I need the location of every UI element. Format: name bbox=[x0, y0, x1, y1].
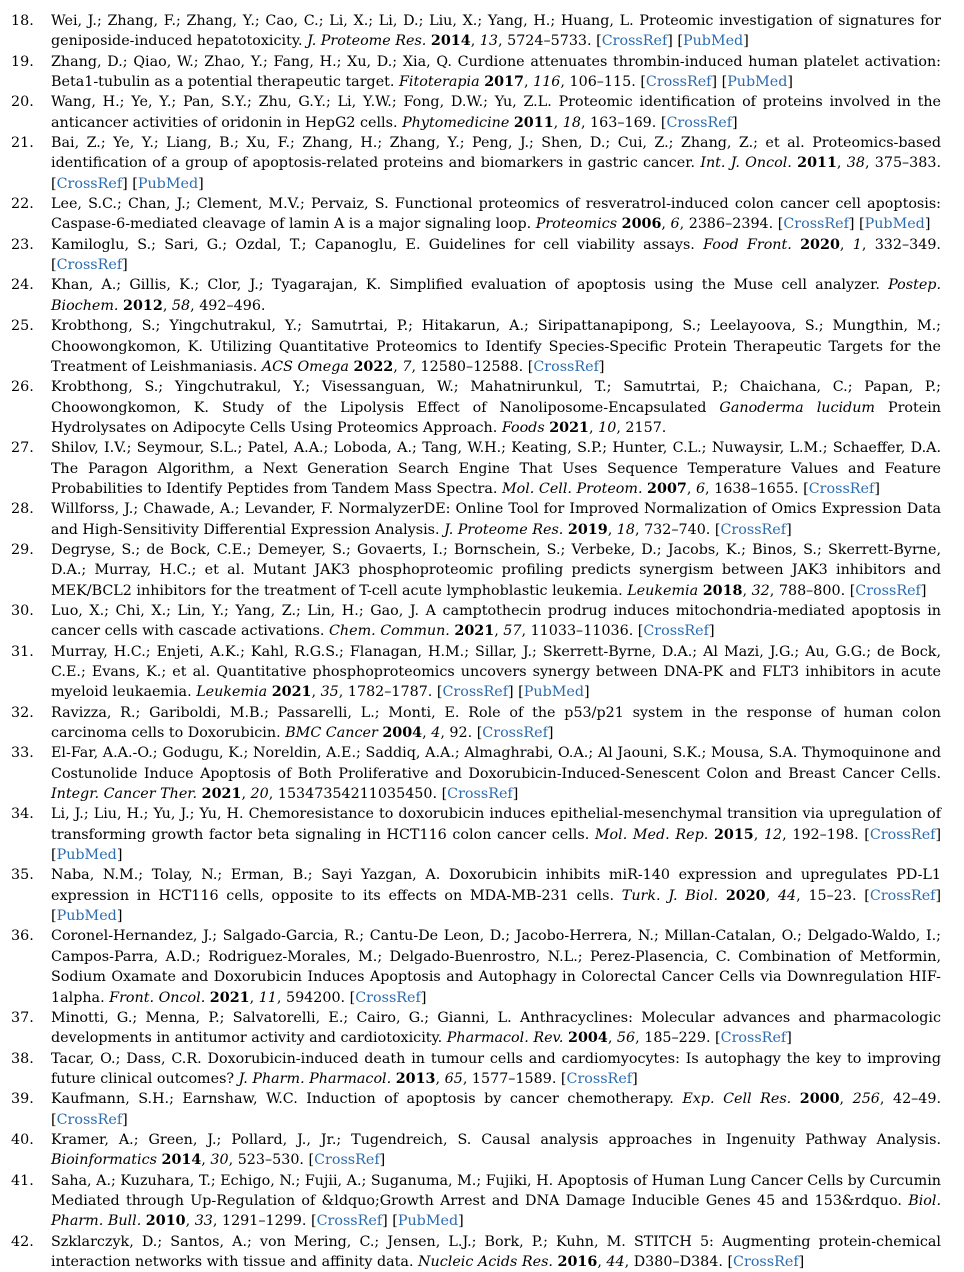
reference-year: 2014 bbox=[161, 1152, 202, 1169]
crossref-link[interactable]: CrossRef bbox=[869, 826, 936, 843]
reference-number: 37. bbox=[11, 1009, 34, 1026]
reference-title: Thymoquinone and Costunolide Induce Apoptosis of Both Proliferative and Doxorubicin-Induced-Senescent Colon and Breast Cancer Cells. bbox=[51, 745, 941, 782]
reference-pages: 5724–5733. bbox=[507, 33, 592, 50]
crossref-link[interactable]: CrossRef bbox=[56, 1111, 123, 1128]
reference-year: 2006 bbox=[621, 216, 662, 233]
reference-number: 42. bbox=[11, 1233, 34, 1250]
reference-title: Protein Hydrolysates on Adipocyte Cells Using Proteomics Approach. bbox=[51, 399, 942, 436]
reference-authors: Bai, Z.; Ye, Y.; Liang, B.; Xu, F.; Zhang, H.; Zhang, Y.; Peng, J.; Shen, D.; Cui, Z.; Zhang, Z.; et al. bbox=[51, 135, 805, 152]
reference-item: 26. Krobthong, S.; Yingchutrakul, Y.; Visessanguan, W.; Mahatnirunkul, T.; Samutrtai, P.; Chaichana, C.; Papan, P.; Choowongkomon, K. Study of the Lipolysis Effect of Nanoliposome-Encapsulated Ganoderma lucidum Protein Hydrolysates on Adipocyte Cells Using Proteomics Approach. Foods 2021, 10, 2157. bbox=[11, 379, 942, 436]
reference-title: Simplified evaluation of apoptosis using the Muse cell analyzer. bbox=[389, 277, 880, 294]
reference-year: 2021 bbox=[549, 419, 590, 436]
reference-title: Functional proteomics of resveratrol-induced colon cancer cell apoptosis: Caspase-6-mediated cleavage of lamin A is a major signaling loop. bbox=[51, 196, 941, 233]
reference-number: 24. bbox=[11, 277, 34, 294]
reference-authors: Lee, S.C.; Chan, J.; Clement, M.V.; Pervaiz, S. bbox=[51, 196, 389, 213]
reference-journal: Integr. Cancer Ther. bbox=[51, 786, 198, 803]
reference-volume: 18 bbox=[562, 114, 581, 131]
reference-authors: Wei, J.; Zhang, F.; Zhang, Y.; Cao, C.; Li, X.; Li, D.; Liu, X.; Yang, H.; Huang, L. bbox=[51, 13, 634, 29]
reference-authors: Wang, H.; Ye, Y.; Pan, S.Y.; Zhu, G.Y.; Li, Y.W.; Fong, D.W.; Yu, Z.L. bbox=[51, 94, 552, 111]
crossref-link[interactable]: CrossRef bbox=[645, 74, 712, 91]
crossref-link[interactable]: CrossRef bbox=[666, 114, 733, 131]
reference-item: 19. Zhang, D.; Qiao, W.; Zhao, Y.; Fang, H.; Xu, D.; Xia, Q. Curdione attenuates thrombin-induced human platelet activation: Beta1-tubulin as a potential therapeutic target. Fitoterapia 2017, 116, 106–115. [CrossRef] [PubMed] bbox=[11, 53, 942, 91]
reference-journal: Bioinformatics bbox=[51, 1152, 157, 1169]
reference-year: 2021 bbox=[201, 786, 242, 803]
reference-journal: Food Front. bbox=[703, 236, 792, 253]
crossref-link[interactable]: CrossRef bbox=[566, 1070, 633, 1087]
crossref-link[interactable]: CrossRef bbox=[733, 1253, 799, 1270]
reference-volume: 33 bbox=[194, 1213, 213, 1230]
pubmed-link[interactable]: PubMed bbox=[397, 1213, 459, 1230]
reference-volume: 10 bbox=[598, 419, 617, 436]
reference-year: 2018 bbox=[702, 582, 743, 599]
reference-authors: Kamiloglu, S.; Sari, G.; Ozdal, T.; Capanoglu, E. bbox=[51, 236, 421, 253]
reference-title: Utilizing Quantitative Proteomics to Identify Species-Specific Protein Therapeutic Targets for the Treatment of Leishmaniasis. bbox=[51, 338, 941, 375]
reference-pages: 92. bbox=[449, 725, 473, 742]
reference-number: 23. bbox=[11, 236, 34, 253]
reference-pages: 1291–1299. bbox=[221, 1213, 307, 1230]
reference-pages: 12580–12588. bbox=[420, 358, 524, 375]
reference-title: Proteomic investigation of signatures for geniposide-induced hepatotoxicity. bbox=[51, 13, 941, 50]
reference-pages: 11033–11036. bbox=[530, 623, 634, 640]
reference-item: 37. Minotti, G.; Menna, P.; Salvatorelli, E.; Cairo, G.; Gianni, L. Anthracyclines: Molecular advances and pharmacologic developments in antitumor activity and cardiotoxicity. Pharmacol. Rev. 2004, 56, 185–229. [CrossRef] bbox=[11, 1009, 941, 1047]
reference-pages: 1638–1655. bbox=[714, 480, 799, 497]
reference-journal: Turk. J. Biol. bbox=[621, 887, 719, 904]
reference-year: 2017 bbox=[484, 74, 525, 91]
reference-authors: Minotti, G.; Menna, P.; Salvatorelli, E.; Cairo, G.; Gianni, L. bbox=[51, 1009, 512, 1026]
reference-pages: 185–229. bbox=[644, 1030, 711, 1047]
reference-number: 41. bbox=[11, 1172, 34, 1189]
reference-authors: Shilov, I.V.; Seymour, S.L.; Patel, A.A.; Loboda, A.; Tang, W.H.; Keating, S.P.; Hunter, C.L.; Nuwaysir, L.M.; Schaeffer, D.A. bbox=[51, 440, 941, 457]
reference-pages: 192–198. bbox=[792, 826, 859, 843]
reference-volume: 116 bbox=[533, 74, 561, 91]
reference-authors: Khan, A.; Gillis, K.; Clor, J.; Tyagarajan, K. bbox=[51, 277, 382, 294]
pubmed-link[interactable]: PubMed bbox=[137, 175, 199, 192]
reference-journal: Nucleic Acids Res. bbox=[418, 1253, 553, 1270]
reference-authors: Szklarczyk, D.; Santos, A.; von Mering, C.; Jensen, L.J.; Bork, P.; Kuhn, M. bbox=[51, 1233, 626, 1250]
reference-pages: 15–23. bbox=[808, 887, 857, 904]
reference-journal: Mol. Med. Rep. bbox=[594, 826, 709, 843]
reference-title: Guidelines for cell viability assays. bbox=[428, 236, 695, 253]
reference-volume: 18 bbox=[616, 521, 635, 538]
reference-item: 18. Wei, J.; Zhang, F.; Zhang, Y.; Cao, C.; Li, X.; Li, D.; Liu, X.; Yang, H.; Huang, L. Proteomic investigation of signatures for geniposide-induced hepatotoxicity. J. Proteome Res. 2014, 13, 5724–5733. [CrossRef] [PubMed] bbox=[11, 13, 941, 50]
reference-item: 20. Wang, H.; Ye, Y.; Pan, S.Y.; Zhu, G.Y.; Li, Y.W.; Fong, D.W.; Yu, Z.L. Proteomic identification of proteins involved in the anticancer activities of oridonin in HepG2 cells. Phytomedicine 2011, 18, 163–169. [CrossRef] bbox=[11, 94, 941, 131]
reference-journal: Leukemia bbox=[196, 684, 268, 701]
reference-number: 34. bbox=[11, 806, 34, 823]
reference-year: 2011 bbox=[513, 114, 554, 131]
reference-item: 21. Bai, Z.; Ye, Y.; Liang, B.; Xu, F.; Zhang, H.; Zhang, Y.; Peng, J.; Shen, D.; Cui, Z.; Zhang, Z.; et al. Proteomics-based identification of a group of apoptosis-related proteins and biomarkers in gastric cancer. Int. J. Oncol. 2011, 38, 375–383. [CrossRef] [PubMed] bbox=[11, 135, 942, 192]
reference-pages: 788–800. bbox=[778, 582, 846, 599]
reference-pages: 375–383. bbox=[874, 155, 942, 172]
reference-item: 30. Luo, X.; Chi, X.; Lin, Y.; Yang, Z.; Lin, H.; Gao, J. A camptothecin prodrug induces mitochondria-mediated apoptosis in cancer cells with cascade activations. Chem. Commun. 2021, 57, 11033–11036. [CrossRef] bbox=[11, 602, 941, 640]
reference-pages: 594200. bbox=[285, 989, 346, 1006]
reference-pages: 332–349. bbox=[874, 236, 941, 253]
pubmed-link[interactable]: PubMed bbox=[56, 908, 117, 925]
reference-authors: Li, J.; Liu, H.; Yu, J.; Yu, H. bbox=[51, 806, 244, 823]
reference-title: Quantitative phosphoproteomics uncovers synergy between DNA-PK and FLT3 inhibitors in acute myeloid leukaemia. bbox=[51, 664, 941, 701]
reference-title: Anthracyclines: Molecular advances and pharmacologic developments in antitumor activity and cardiotoxicity. bbox=[51, 1009, 941, 1047]
reference-year: 2020 bbox=[725, 887, 766, 904]
reference-number: 20. bbox=[11, 94, 34, 111]
reference-title: Doxorubicin-induced death in tumour cells and cardiomyocytes: Is autophagy the key to improving future clinical outcomes? bbox=[51, 1050, 941, 1087]
reference-volume: 256 bbox=[852, 1091, 880, 1108]
reference-title: Proteomic identification of proteins involved in the anticancer activities of oridonin in HepG2 cells. bbox=[51, 94, 941, 131]
reference-journal: Biol. Pharm. Bull. bbox=[51, 1192, 941, 1230]
reference-pages: 2157. bbox=[625, 419, 667, 436]
reference-number: 22. bbox=[11, 196, 34, 213]
reference-volume: 13 bbox=[479, 33, 498, 50]
reference-item: 34. Li, J.; Liu, H.; Yu, J.; Yu, H. Chemoresistance to doxorubicin induces epithelial-mesenchymal transition via upregulation of transforming growth factor beta signaling in HCT116 colon cancer cells. Mol. Med. Rep. 2015, 12, 192–198. [CrossRef] [PubMed] bbox=[11, 806, 942, 864]
reference-journal: Proteomics bbox=[535, 216, 618, 233]
reference-item: 38. Tacar, O.; Dass, C.R. Doxorubicin-induced death in tumour cells and cardiomyocytes: Is autophagy the key to improving future clinical outcomes? J. Pharm. Pharmacol. 2013, 65, 1577–1589. [CrossRef] bbox=[11, 1050, 941, 1087]
reference-journal: Leukemia bbox=[627, 582, 699, 599]
crossref-link[interactable]: CrossRef bbox=[442, 684, 509, 701]
reference-year: 2010 bbox=[145, 1213, 186, 1230]
reference-number: 19. bbox=[11, 53, 34, 70]
reference-authors: Kramer, A.; Green, J.; Pollard, J., Jr.; Tugendreich, S. bbox=[51, 1131, 472, 1148]
reference-item: 41. Saha, A.; Kuzuhara, T.; Echigo, N.; Fujii, A.; Suganuma, M.; Fujiki, H. Apoptosis of Human Lung Cancer Cells by Curcumin Mediated through Up-Regulation of &ldquo;Growth Arrest and DNA Damage Inducible Genes 45 and 153&rdquo. Biol. Pharm. Bull. 2010, 33, 1291–1299. [CrossRef] [PubMed] bbox=[11, 1172, 941, 1230]
reference-volume: 65 bbox=[444, 1070, 463, 1087]
reference-pages: 163–169. bbox=[590, 114, 657, 131]
reference-pages: 523–530. bbox=[237, 1152, 304, 1169]
reference-volume: 1 bbox=[852, 236, 862, 253]
reference-item: 35. Naba, N.M.; Tolay, N.; Erman, B.; Sayi Yazgan, A. Doxorubicin inhibits miR-140 expression and upregulates PD-L1 expression in HCT116 cells, opposite to its effects on MDA-MB-231 cells. Turk. J. Biol. 2020, 44, 15–23. [CrossRef] [PubMed] bbox=[11, 867, 942, 925]
reference-item: 28. Willforss, J.; Chawade, A.; Levander, F. NormalyzerDE: Online Tool for Improved Normalization of Omics Expression Data and High-Sensitivity Differential Expression Analysis. J. Proteome Res. 2019, 18, 732–740. [CrossRef] bbox=[11, 501, 942, 538]
reference-volume: 6 bbox=[695, 480, 706, 497]
reference-volume: 58 bbox=[171, 297, 191, 314]
reference-volume: 4 bbox=[431, 725, 441, 742]
reference-volume: 57 bbox=[503, 623, 522, 640]
reference-volume: 7 bbox=[402, 358, 412, 375]
reference-year: 2014 bbox=[430, 33, 471, 50]
reference-volume: 44 bbox=[777, 887, 797, 904]
reference-authors: Murray, H.C.; Enjeti, A.K.; Kahl, R.G.S.; Flanagan, H.M.; Sillar, J.; Skerrett-Byrne, D.A.; Al Mazi, J.G.; Au, G.G.; de Bock, C.E.; Evans, K.; et al. bbox=[51, 643, 941, 680]
reference-journal: Chem. Commun. bbox=[328, 623, 450, 640]
reference-journal: Postep. Biochem. bbox=[51, 277, 941, 314]
reference-year: 2015 bbox=[713, 826, 754, 843]
reference-pages: 106–115. bbox=[569, 74, 636, 91]
reference-title: Curdione attenuates thrombin-induced human platelet activation: Beta1-tubulin as a potential therapeutic target. bbox=[51, 53, 942, 91]
reference-number: 30. bbox=[11, 602, 34, 619]
reference-year: 2016 bbox=[557, 1253, 598, 1270]
reference-pages: 1782–1787. bbox=[347, 684, 433, 701]
reference-number: 32. bbox=[11, 704, 34, 721]
reference-volume: 44 bbox=[606, 1253, 625, 1270]
reference-title: Study of the Lipolysis Effect of Nanoliposome-Encapsulated bbox=[221, 399, 707, 416]
reference-item: 32. Ravizza, R.; Gariboldi, M.B.; Passarelli, L.; Monti, E. Role of the p53/p21 system in the response of human colon carcinoma cells to Doxorubicin. BMC Cancer 2004, 4, 92. [CrossRef] bbox=[11, 704, 942, 742]
reference-year: 2007 bbox=[647, 480, 687, 497]
reference-journal: Fitoterapia bbox=[399, 74, 480, 91]
reference-authors: Ravizza, R.; Gariboldi, M.B.; Passarelli, L.; Monti, E. bbox=[51, 704, 460, 721]
reference-number: 21. bbox=[11, 135, 34, 152]
reference-volume: 20 bbox=[250, 786, 269, 803]
crossref-link[interactable]: CrossRef bbox=[314, 1152, 380, 1169]
reference-volume: 30 bbox=[210, 1152, 229, 1169]
reference-pages: 42–49. bbox=[892, 1091, 942, 1108]
reference-year: 2011 bbox=[797, 155, 837, 172]
reference-journal: BMC Cancer bbox=[285, 725, 378, 742]
reference-title: STITCH 5: Augmenting protein-chemical interaction networks with tissue and affinity data. bbox=[51, 1233, 942, 1270]
reference-number: 27. bbox=[11, 440, 34, 457]
crossref-link[interactable]: CrossRef bbox=[316, 1213, 383, 1230]
reference-volume: 12 bbox=[763, 826, 783, 843]
reference-year: 2020 bbox=[800, 236, 840, 253]
reference-number: 25. bbox=[11, 318, 34, 335]
reference-authors: Tacar, O.; Dass, C.R. bbox=[51, 1050, 202, 1067]
reference-number: 28. bbox=[11, 501, 34, 518]
reference-journal: ACS Omega bbox=[261, 358, 349, 375]
reference-pages: 1577–1589. bbox=[471, 1070, 557, 1087]
reference-year: 2004 bbox=[382, 725, 423, 742]
crossref-link[interactable]: CrossRef bbox=[869, 887, 936, 904]
reference-authors: Naba, N.M.; Tolay, N.; Erman, B.; Sayi Yazgan, A. bbox=[51, 867, 441, 884]
crossref-link[interactable]: CrossRef bbox=[447, 786, 513, 803]
reference-authors: Degryse, S.; de Bock, C.E.; Demeyer, S.; Govaerts, I.; Bornschein, S.; Verbeke, D.; Jacobs, K.; Binos, S.; Skerrett-Byrne, D.A.; Murray, H.C.; et al. bbox=[51, 541, 941, 579]
reference-item: 22. Lee, S.C.; Chan, J.; Clement, M.V.; Pervaiz, S. Functional proteomics of resveratrol-induced colon cancer cell apoptosis: Caspase-6-mediated cleavage of lamin A is a major signaling loop. Proteomics 2006, 6, 2386–2394. [CrossRef] [PubMed] bbox=[11, 196, 941, 233]
reference-item: 29. Degryse, S.; de Bock, C.E.; Demeyer, S.; Govaerts, I.; Bornschein, S.; Verbeke, D.; Jacobs, K.; Binos, S.; Skerrett-Byrne, D.A.; Murray, H.C.; et al. Mutant JAK3 phosphoproteomic profiling predicts synergism between JAK3 inhibitors and MEK/BCL2 inhibitors for the treatment of T-cell acute lymphoblastic leukemia. Leukemia 2018, 32, 788–800. [CrossRef] bbox=[11, 541, 941, 599]
reference-item: 25. Krobthong, S.; Yingchutrakul, Y.; Samutrtai, P.; Hitakarun, A.; Siripattanapipong, S.; Leelayoova, S.; Mungthin, M.; Choowongkomon, K. Utilizing Quantitative Proteomics to Identify Species-Specific Protein Therapeutic Targets for the Treatment of Leishmaniasis. ACS Omega 2022, 7, 12580–12588. [CrossRef] bbox=[11, 318, 941, 375]
reference-authors: Willforss, J.; Chawade, A.; Levander, F. bbox=[51, 501, 334, 518]
reference-journal: J. Proteome Res. bbox=[444, 521, 564, 538]
reference-pages: 732–740. bbox=[644, 521, 711, 538]
reference-item: 23. Kamiloglu, S.; Sari, G.; Ozdal, T.; Capanoglu, E. Guidelines for cell viability assays. Food Front. 2020, 1, 332–349. [CrossRef] bbox=[11, 236, 941, 274]
reference-authors: Krobthong, S.; Yingchutrakul, Y.; Visessanguan, W.; Mahatnirunkul, T.; Samutrtai, P.; Chaichana, C.; Papan, P.; Choowongkomon, K. bbox=[51, 379, 941, 416]
reference-title: Combination of Metformin, Sodium Oxamate and Doxorubicin Induces Apoptosis and Autophagy in Colorectal Cancer Cells via Downregulation HIF-1alpha. bbox=[51, 948, 941, 1006]
reference-title: Proteomics-based identification of a group of apoptosis-related proteins and biomarkers in gastric cancer. bbox=[51, 135, 941, 172]
reference-journal: Exp. Cell Res. bbox=[682, 1091, 792, 1108]
reference-authors: Coronel-Hernandez, J.; Salgado-Garcia, R.; Cantu-De Leon, D.; Jacobo-Herrera, N.; Millan-Catalan, O.; Delgado-Waldo, I.; Campos-Parra, A.D.; Rodriguez-Morales, M.; Delgado-Buenrostro, N.L.; Perez-Plasencia, C. bbox=[51, 928, 941, 965]
pubmed-link[interactable]: PubMed bbox=[864, 216, 925, 233]
reference-journal: J. Proteome Res. bbox=[307, 33, 427, 50]
reference-journal: Phytomedicine bbox=[402, 114, 510, 131]
reference-title: NormalyzerDE: Online Tool for Improved Normalization of Omics Expression Data and High-Sensitivity Differential Expression Analysis. bbox=[51, 501, 942, 538]
crossref-link[interactable]: CrossRef bbox=[720, 521, 787, 538]
reference-volume: 6 bbox=[670, 216, 680, 233]
pubmed-link[interactable]: PubMed bbox=[56, 847, 117, 864]
reference-journal: Foods bbox=[501, 419, 545, 436]
reference-pages: 2386–2394. bbox=[688, 216, 774, 233]
crossref-link[interactable]: CrossRef bbox=[720, 1030, 787, 1047]
crossref-link[interactable]: CrossRef bbox=[601, 33, 668, 50]
reference-year: 2022 bbox=[353, 358, 394, 375]
reference-item: 42. Szklarczyk, D.; Santos, A.; von Mering, C.; Jensen, L.J.; Bork, P.; Kuhn, M. STITCH 5: Augmenting protein-chemical interaction networks with tissue and affinity data. Nucleic Acids Res. 2016, 44, D380–D384. [CrossRef] bbox=[11, 1233, 942, 1270]
reference-item: 27. Shilov, I.V.; Seymour, S.L.; Patel, A.A.; Loboda, A.; Tang, W.H.; Keating, S.P.; Hunter, C.L.; Nuwaysir, L.M.; Schaeffer, D.A. The Paragon Algorithm, a Next Generation Search Engine That Uses Sequence Temperature Values and Feature Probabilities to Identify Peptides from Tandem Mass Spectra. Mol. Cell. Proteom. 2007, 6, 1638–1655. [CrossRef] bbox=[11, 440, 941, 497]
reference-year: 2012 bbox=[123, 297, 163, 314]
crossref-link[interactable]: CrossRef bbox=[783, 216, 849, 233]
reference-authors: Krobthong, S.; Yingchutrakul, Y.; Samutrtai, P.; Hitakarun, A.; Siripattanapipong, S.; Leelayoova, S.; Mungthin, M.; Choowongkomon, K. bbox=[51, 318, 941, 355]
reference-item: 31. Murray, H.C.; Enjeti, A.K.; Kahl, R.G.S.; Flanagan, H.M.; Sillar, J.; Skerrett-Byrne, D.A.; Al Mazi, J.G.; Au, G.G.; de Bock, C.E.; Evans, K.; et al. Quantitative phosphoproteomics uncovers synergy between DNA-PK and FLT3 inhibitors in acute myeloid leukaemia. Leukemia 2021, 35, 1782–1787. [CrossRef] [PubMed] bbox=[11, 643, 941, 701]
reference-number: 38. bbox=[11, 1050, 34, 1067]
reference-title: Causal analysis approaches in Ingenuity Pathway Analysis. bbox=[481, 1131, 941, 1148]
reference-item: 40. Kramer, A.; Green, J.; Pollard, J., Jr.; Tugendreich, S. Causal analysis approaches in Ingenuity Pathway Analysis. Bioinformatics 2014, 30, 523–530. [CrossRef] bbox=[11, 1131, 941, 1169]
reference-authors: Zhang, D.; Qiao, W.; Zhao, Y.; Fang, H.; Xu, D.; Xia, Q. bbox=[51, 53, 452, 70]
reference-authors: El-Far, A.A.-O.; Godugu, K.; Noreldin, A.E.; Saddiq, A.A.; Almaghrabi, O.A.; Al Jaouni, S.K.; Mousa, S.A. bbox=[51, 745, 798, 762]
reference-number: 31. bbox=[11, 643, 34, 660]
reference-volume: 11 bbox=[258, 989, 277, 1006]
reference-year: 2021 bbox=[209, 989, 250, 1006]
reference-item: 24. Khan, A.; Gillis, K.; Clor, J.; Tyagarajan, K. Simplified evaluation of apoptosis using the Muse cell analyzer. Postep. Biochem. 2012, 58, 492–496. bbox=[11, 277, 941, 314]
reference-journal: Front. Oncol. bbox=[109, 989, 206, 1006]
reference-number: 40. bbox=[11, 1131, 34, 1148]
reference-number: 29. bbox=[11, 541, 34, 558]
reference-volume: 56 bbox=[616, 1030, 636, 1047]
reference-authors: Saha, A.; Kuzuhara, T.; Echigo, N.; Fujii, A.; Suganuma, M.; Fujiki, H. bbox=[51, 1172, 554, 1189]
reference-journal: Int. J. Oncol. bbox=[700, 155, 792, 172]
reference-pages: D380–D384. bbox=[633, 1253, 723, 1270]
reference-title: Induction of apoptosis by cancer chemotherapy. bbox=[306, 1091, 674, 1108]
reference-authors: Kaufmann, S.H.; Earnshaw, W.C. bbox=[51, 1091, 298, 1108]
crossref-link[interactable]: CrossRef bbox=[56, 257, 123, 274]
reference-item: 39. Kaufmann, S.H.; Earnshaw, W.C. Induction of apoptosis by cancer chemotherapy. Exp. Cell Res. 2000, 256, 42–49. [CrossRef] bbox=[11, 1091, 942, 1128]
pubmed-link[interactable]: PubMed bbox=[523, 684, 584, 701]
reference-year: 2021 bbox=[454, 623, 495, 640]
reference-item: 36. Coronel-Hernandez, J.; Salgado-Garcia, R.; Cantu-De Leon, D.; Jacobo-Herrera, N.; Millan-Catalan, O.; Delgado-Waldo, I.; Campos-Parra, A.D.; Rodriguez-Morales, M.; Delgado-Buenrostro, N.L.; Perez-Plasencia, C. Combination of Metformin, Sodium Oxamate and Doxorubicin Induces Apoptosis and Autophagy in Colorectal Cancer Cells via Downregulation HIF-1alpha. Front. Oncol. 2021, 11, 594200. [CrossRef] bbox=[11, 928, 941, 1006]
reference-number: 33. bbox=[11, 745, 34, 762]
reference-journal: J. Pharm. Pharmacol. bbox=[238, 1070, 392, 1087]
reference-title: A camptothecin prodrug induces mitochondria-mediated apoptosis in cancer cells with cascade activations. bbox=[51, 602, 941, 640]
reference-journal: Pharmacol. Rev. bbox=[446, 1030, 564, 1047]
crossref-link[interactable]: CrossRef bbox=[808, 480, 875, 497]
reference-number: 26. bbox=[11, 379, 34, 396]
reference-title: Apoptosis of Human Lung Cancer Cells by Curcumin Mediated through Up-Regulation of &ldquo;Growth Arrest and DNA Damage Inducible Genes 45 and 153&rdquo. bbox=[51, 1172, 941, 1209]
crossref-link[interactable]: CrossRef bbox=[56, 175, 123, 192]
reference-year: 2000 bbox=[799, 1091, 840, 1108]
reference-title: Mutant JAK3 phosphoproteomic profiling predicts synergism between JAK3 inhibitors and MEK/BCL2 inhibitors for the treatment of T-cell acute lymphoblastic leukemia. bbox=[51, 562, 941, 599]
reference-number: 18. bbox=[11, 13, 34, 29]
reference-authors: Luo, X.; Chi, X.; Lin, Y.; Yang, Z.; Lin, H.; Gao, J. bbox=[51, 602, 420, 619]
crossref-link[interactable]: CrossRef bbox=[355, 989, 421, 1006]
pubmed-link[interactable]: PubMed bbox=[682, 33, 744, 50]
reference-number: 36. bbox=[11, 928, 34, 945]
reference-volume: 35 bbox=[320, 684, 339, 701]
reference-year: 2019 bbox=[567, 521, 608, 538]
reference-volume: 38 bbox=[846, 155, 865, 172]
reference-pages: 15347354211035450. bbox=[277, 786, 438, 803]
reference-number: 35. bbox=[11, 867, 34, 884]
reference-year: 2021 bbox=[271, 684, 312, 701]
reference-item: 33. El-Far, A.A.-O.; Godugu, K.; Noreldin, A.E.; Saddiq, A.A.; Almaghrabi, O.A.; Al Jaouni, S.K.; Mousa, S.A. Thymoquinone and Costunolide Induce Apoptosis of Both Proliferative and Doxorubicin-Induced-Senescent Colon and Breast Cancer Cells. Integr. Cancer Ther. 2021, 20, 15347354211035450. [CrossRef] bbox=[11, 745, 941, 803]
reference-number: 39. bbox=[11, 1091, 34, 1108]
reference-year: 2004 bbox=[568, 1030, 608, 1047]
crossref-link[interactable]: CrossRef bbox=[855, 582, 921, 599]
crossref-link[interactable]: CrossRef bbox=[643, 623, 709, 640]
crossref-link[interactable]: CrossRef bbox=[533, 358, 599, 375]
reference-journal: Mol. Cell. Proteom. bbox=[501, 480, 643, 497]
reference-volume: 32 bbox=[751, 582, 770, 599]
reference-title: Role of the p53/p21 system in the response of human colon carcinoma cells to Doxorubicin. bbox=[51, 704, 942, 742]
reference-pages: 492–496. bbox=[199, 297, 266, 314]
reference-list bbox=[0, 11, 964, 1272]
reference-title: Doxorubicin inhibits miR-140 expression and upregulates PD-L1 expression in HCT116 cells, opposite to its effects on MDA-MB-231 cells. bbox=[51, 867, 942, 904]
pubmed-link[interactable]: PubMed bbox=[727, 74, 788, 91]
reference-title: The Paragon Algorithm, a Next Generation Search Engine That Uses Sequence Temperature Values and Feature Probabilities to Identify Peptides from Tandem Mass Spectra. bbox=[51, 460, 941, 497]
reference-title: Chemoresistance to doxorubicin induces epithelial-mesenchymal transition via upregulation of transforming growth factor beta signaling in HCT116 colon cancer cells. bbox=[51, 806, 941, 843]
crossref-link[interactable]: CrossRef bbox=[482, 725, 548, 742]
reference-year: 2013 bbox=[395, 1070, 436, 1087]
reference-title-species: Ganoderma lucidum bbox=[719, 399, 875, 416]
